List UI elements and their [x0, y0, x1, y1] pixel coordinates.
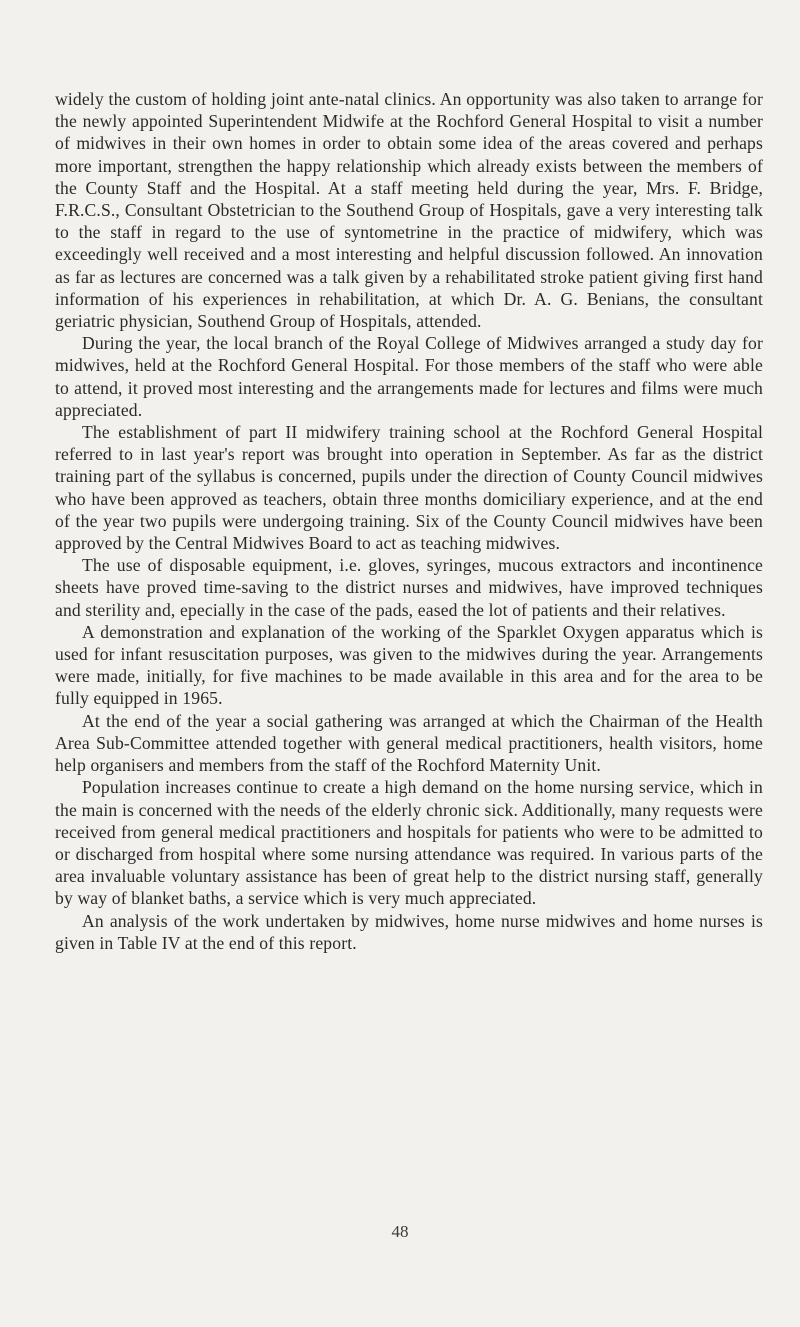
paragraph-social-gathering: At the end of the year a social gathering was arranged at which the Chairman of the Health Area Sub-Committee attended together with general medical practitioners, health visitors, home help organisers and members from the staff of the Rochford Maternity Unit.: [55, 710, 763, 776]
paragraph-staff-meetings: widely the custom of holding joint ante-natal clinics. An opportunity was also taken to arrange for the newly appointed Superintendent Midwife at the Rochford General Hospital to visit a number of midwives in their own homes in order to obtain some idea of the areas covered and perhaps more important, strengthen the happy relationship which already exists between the members of the County Staff and the Hospital. At a staff meeting held during the year, Mrs. F. Bridge, F.R.C.S., Consultant Obstetrician to the Southend Group of Hospitals, gave a very interesting talk to the staff in regard to the use of syntometrine in the practice of midwifery, which was exceedingly well received and a most interesting and helpful discussion followed. An innovation as far as lectures are concerned was a talk given by a rehabilitated stroke patient giving first hand information of his experiences in rehabilitation, at which Dr. A. G. Benians, the consultant geriatric physician, Southend Group of Hospitals, attended.: [55, 89, 763, 332]
paragraph-study-day: During the year, the local branch of the Royal College of Midwives arranged a study day for midwives, held at the Rochford General Hospital. For those members of the staff who were able to attend, it proved most interesting and the arrangements made for lectures and films were much appreciated.: [55, 333, 763, 420]
paragraph-work-analysis: An analysis of the work undertaken by midwives, home nurse midwives and home nurses is given in Table IV at the end of this report.: [55, 910, 763, 953]
report-page-body: [55, 88, 763, 954]
paragraph-disposable-equipment: The use of disposable equipment, i.e. gloves, syringes, mucous extractors and incontinence sheets have proved time-saving to the district nurses and midwives, have improved techniques and sterility and, epecially in the case of the pads, eased the lot of patients and their relatives.: [55, 555, 763, 620]
paragraph-home-nursing-demand: Population increases continue to create a high demand on the home nursing service, which in the main is concerned with the needs of the elderly chronic sick. Additionally, many requests were received from general medical practitioners and hospitals for patients who were to be admitted to or discharged from hospital where some nursing attendance was required. In various parts of the area invaluable voluntary assistance has been of great help to the district nursing staff, generally by way of blanket baths, a service which is very much appreciated.: [55, 777, 763, 909]
paragraph-oxygen-apparatus: A demonstration and explanation of the working of the Sparklet Oxygen apparatus which is used for infant resuscitation purposes, was given to the midwives during the year. Arrangements were made, initially, for five machines to be made available in this area and for the area to be fully equipped in 1965.: [55, 621, 763, 709]
paragraph-training-school: The establishment of part II midwifery training school at the Rochford General Hospital referred to in last year's report was brought into operation in September. As far as the district training part of the syllabus is concerned, pupils under the direction of County Council midwives who have been approved as teachers, obtain three months domiciliary experience, and at the end of the year two pupils were undergoing training. Six of the County Council midwives have been approved by the Central Midwives Board to act as teaching midwives.: [55, 422, 763, 554]
page-number: 48: [391, 1222, 409, 1241]
